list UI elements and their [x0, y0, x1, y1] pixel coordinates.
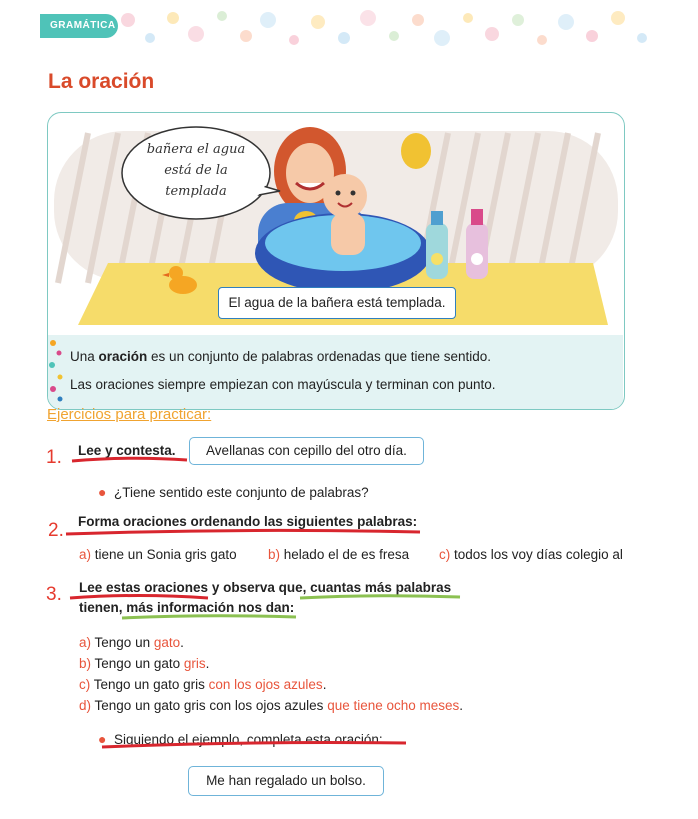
exercise-1-bullet: [98, 484, 369, 500]
exercise-2-underline: [64, 526, 424, 538]
item-letter: d): [79, 698, 92, 713]
exercise-3-instruction: Siguiendo el ejemplo, completa esta oración:: [113, 732, 383, 747]
exercise-1-underline: [70, 455, 190, 465]
item-letter: a): [79, 547, 92, 562]
item-text: tiene un Sonia gris gato: [94, 547, 237, 562]
exercise-3-sentence-box: Me han regalado un bolso.: [188, 766, 384, 796]
item-period: .: [180, 635, 184, 650]
exercise-2-item-c: [439, 547, 623, 562]
item-letter: a): [79, 635, 92, 650]
definition-line-2: Las oraciones siempre empiezan con mayúscula y terminan con punto.: [70, 377, 496, 392]
bubble-line-1: bañera el agua: [146, 142, 246, 157]
definition-text: Una: [70, 349, 99, 364]
item-letter: b): [268, 547, 281, 562]
exercise-1-question: ¿Tiene sentido este conjunto de palabras?: [113, 485, 369, 500]
exercise-3-underlines: [68, 590, 468, 622]
exercise-1-sentence-box: Avellanas con cepillo del otro día.: [189, 437, 424, 465]
exercise-3-title-line-2: tienen, más información nos dan:: [79, 600, 295, 615]
confetti-strip: [48, 335, 66, 409]
item-base-text: Tengo un: [94, 635, 154, 650]
page-title: La oración: [48, 70, 155, 93]
item-letter: c): [79, 677, 91, 692]
definition-band: [48, 335, 623, 409]
exercise-3-item-d: [79, 698, 463, 713]
exercise-2-title: Forma oraciones ordenando las siguientes palabras:: [78, 514, 418, 529]
item-period: .: [459, 698, 464, 713]
item-letter: b): [79, 656, 92, 671]
item-letter: c): [439, 547, 451, 562]
definition-term: oración: [98, 349, 148, 364]
bubble-line-3: templada: [165, 184, 227, 199]
exercise-2-number: 2.: [48, 520, 64, 541]
section-tag: GRAMÁTICA: [40, 14, 118, 38]
exercise-1-title: Lee y contesta.: [78, 443, 176, 458]
definition-text-end: es un conjunto de palabras ordenadas que tiene sentido.: [147, 349, 492, 364]
bullet-dot: ●: [98, 484, 107, 500]
item-text: helado el de es fresa: [283, 547, 410, 562]
item-base-text: Tengo un gato gris: [93, 677, 209, 692]
item-added-text: que tiene ocho meses: [327, 698, 460, 713]
exercise-2-item-b: [268, 547, 409, 562]
exercise-3-item-a: [79, 635, 184, 650]
item-base-text: Tengo un gato gris con los ojos azules: [94, 698, 328, 713]
item-text: todos los voy días colegio al: [454, 547, 623, 562]
exercise-3-item-c: [79, 677, 326, 692]
exercise-2-item-a: [79, 547, 237, 562]
illustration-panel: [47, 112, 625, 410]
definition-line-1: [70, 349, 491, 364]
item-period: .: [322, 677, 327, 692]
decorative-dots: [118, 8, 658, 60]
bullet-dot: ●: [98, 731, 107, 747]
practice-exercises-link[interactable]: Ejercicios para practicar:: [47, 406, 212, 423]
exercise-3-bullet-underline: [100, 738, 410, 752]
exercise-3-item-b: [79, 656, 209, 671]
item-added-text: gato: [153, 635, 181, 650]
exercise-3-number: 3.: [46, 584, 62, 605]
exercise-3-title-line-1: Lee estas oraciones y observa que, cuantas más palabras: [79, 580, 452, 595]
item-base-text: Tengo un gato: [94, 656, 184, 671]
item-period: .: [205, 656, 210, 671]
illustration-caption: El agua de la bañera está templada.: [218, 287, 456, 319]
exercise-1-number: 1.: [46, 447, 62, 468]
item-added-text: gris: [183, 656, 206, 671]
bubble-line-2: está de la: [164, 163, 228, 178]
item-added-text: con los ojos azules: [208, 677, 323, 692]
speech-bubble-text: [136, 139, 256, 202]
